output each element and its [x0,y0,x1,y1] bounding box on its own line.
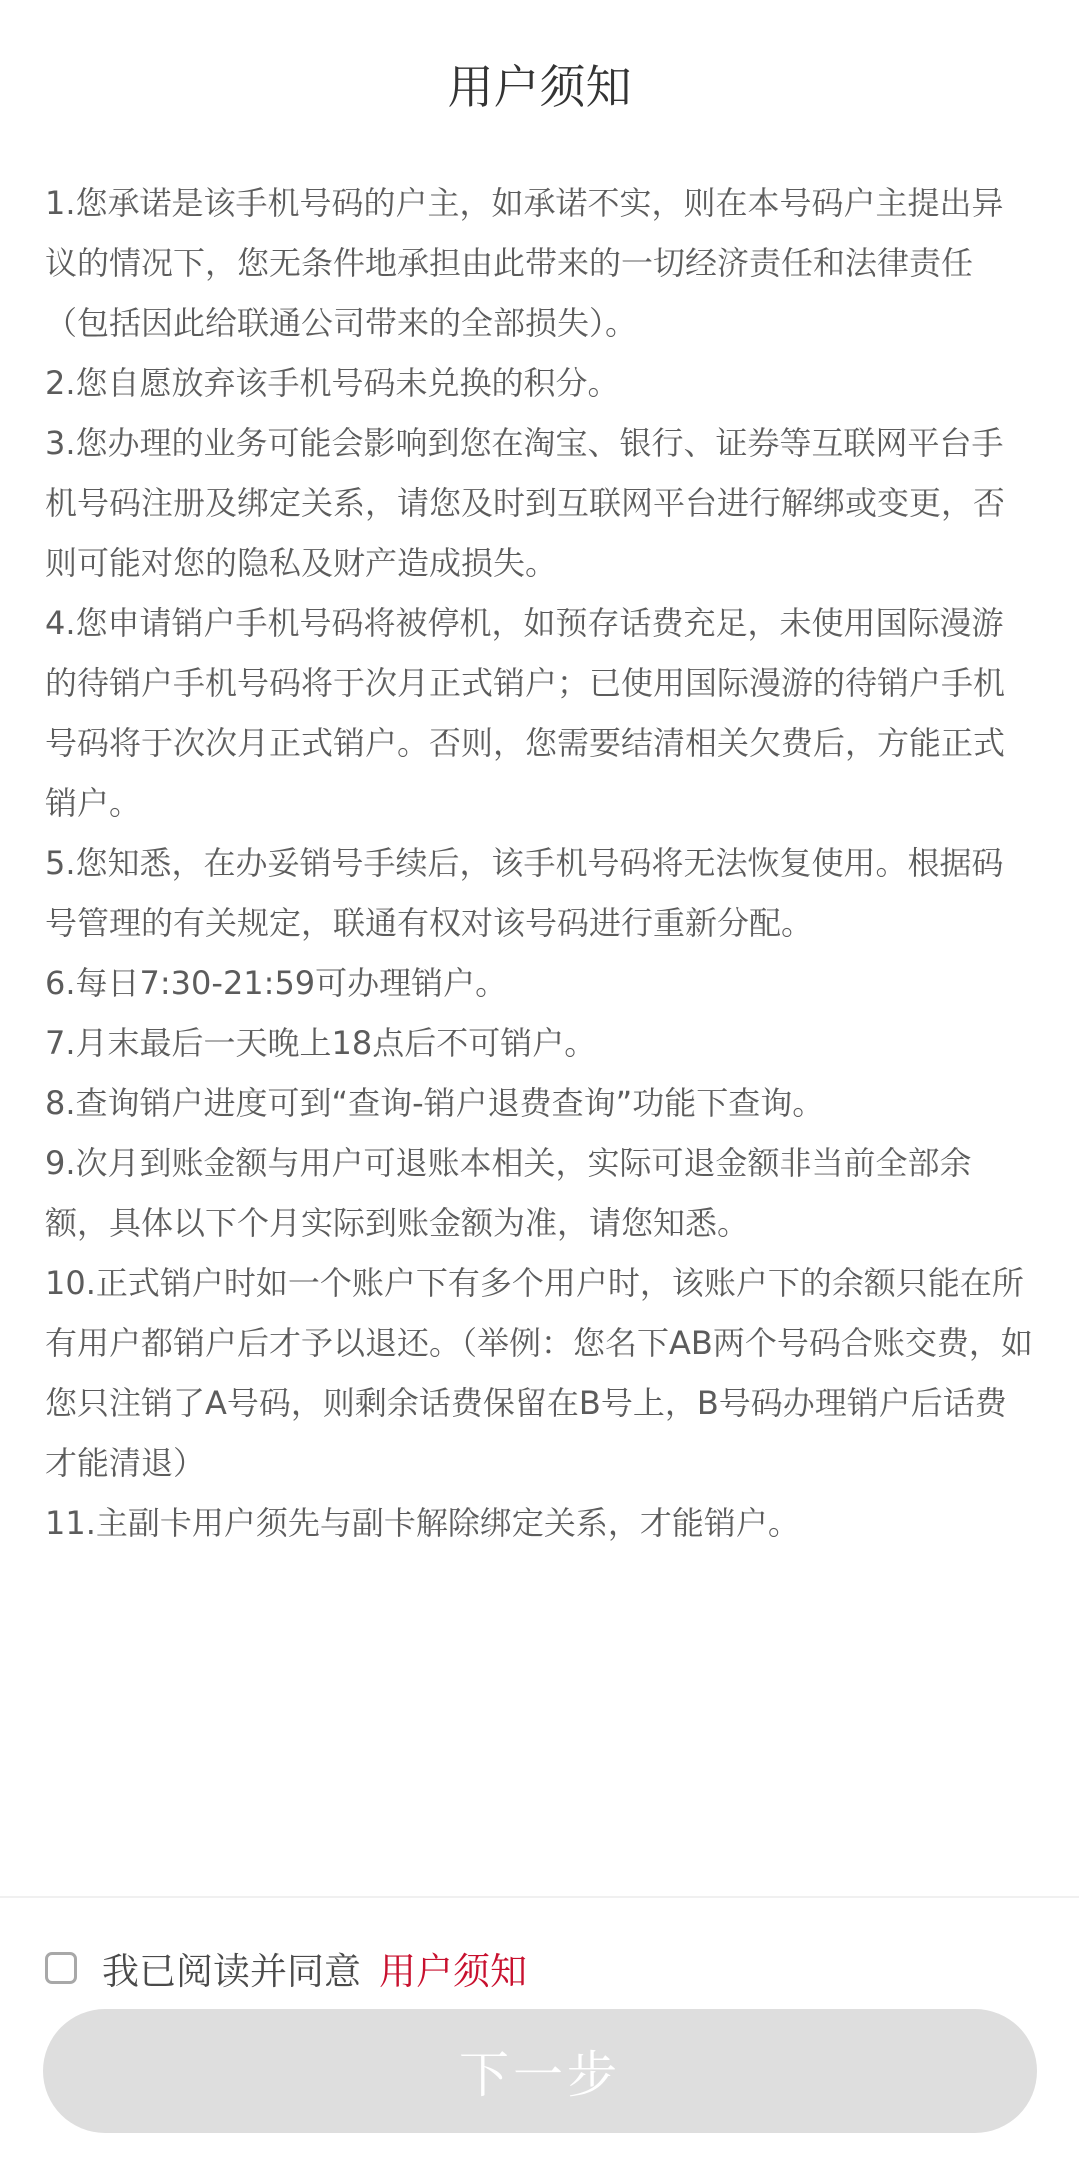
notice-item-7: 7.月末最后一天晚上18点后不可销户。 [45,1024,597,1062]
notice-item-4: 4.您申请销户手机号码将被停机，如预存话费充足，未使用国际漫游的待销户手机号码将于次月正式销户；已使用国际漫游的待销户手机号码将于次次月正式销户。否则，您需要结清相关欠费后，方能正式销户。 [45,604,1006,822]
notice-item-8: 8.查询销户进度可到“查询-销户退费查询”功能下查询。 [45,1084,825,1122]
page-title: 用户须知 [447,60,632,114]
agreement-row [45,1940,527,1996]
notice-item-6: 6.每日7:30-21:59可办理销户。 [45,964,508,1002]
footer-divider [0,1896,1079,1898]
agree-checkbox[interactable] [45,1952,77,1984]
agree-text: 我已阅读并同意 [102,1950,361,1993]
notice-item-11: 11.主副卡用户须先与副卡解除绑定关系，才能销户。 [45,1504,800,1542]
notice-item-2: 2.您自愿放弃该手机号码未兑换的积分。 [45,364,620,402]
notice-item-5: 5.您知悉，在办妥销号手续后，该手机号码将无法恢复使用。根据码号管理的有关规定，联通有权对该号码进行重新分配。 [45,844,1004,942]
notice-item-9: 9.次月到账金额与用户可退账本相关，实际可退金额非当前全部余额，具体以下个月实际到账金额为准，请您知悉。 [45,1144,972,1242]
notice-item-3: 3.您办理的业务可能会影响到您在淘宝、银行、证券等互联网平台手机号码注册及绑定关系，请您及时到互联网平台进行解绑或变更，否则可能对您的隐私及财产造成损失。 [45,424,1006,582]
notice-item-10: 10.正式销户时如一个账户下有多个用户时，该账户下的余额只能在所有用户都销户后才予以退还。（举例：您名下AB两个号码合账交费，如您只注销了A号码，则剩余话费保留在B号上，B号码办理销户后话费才能清退） [45,1264,1033,1482]
user-notice-link[interactable]: 用户须知 [379,1950,527,1993]
notice-list [45,173,1035,1553]
notice-item-1: 1.您承诺是该手机号码的户主，如承诺不实，则在本号码户主提出异议的情况下，您无条件地承担由此带来的一切经济责任和法律责任（包括因此给联通公司带来的全部损失）。 [45,184,1004,342]
next-step-button[interactable]: 下一步 [43,2009,1037,2133]
